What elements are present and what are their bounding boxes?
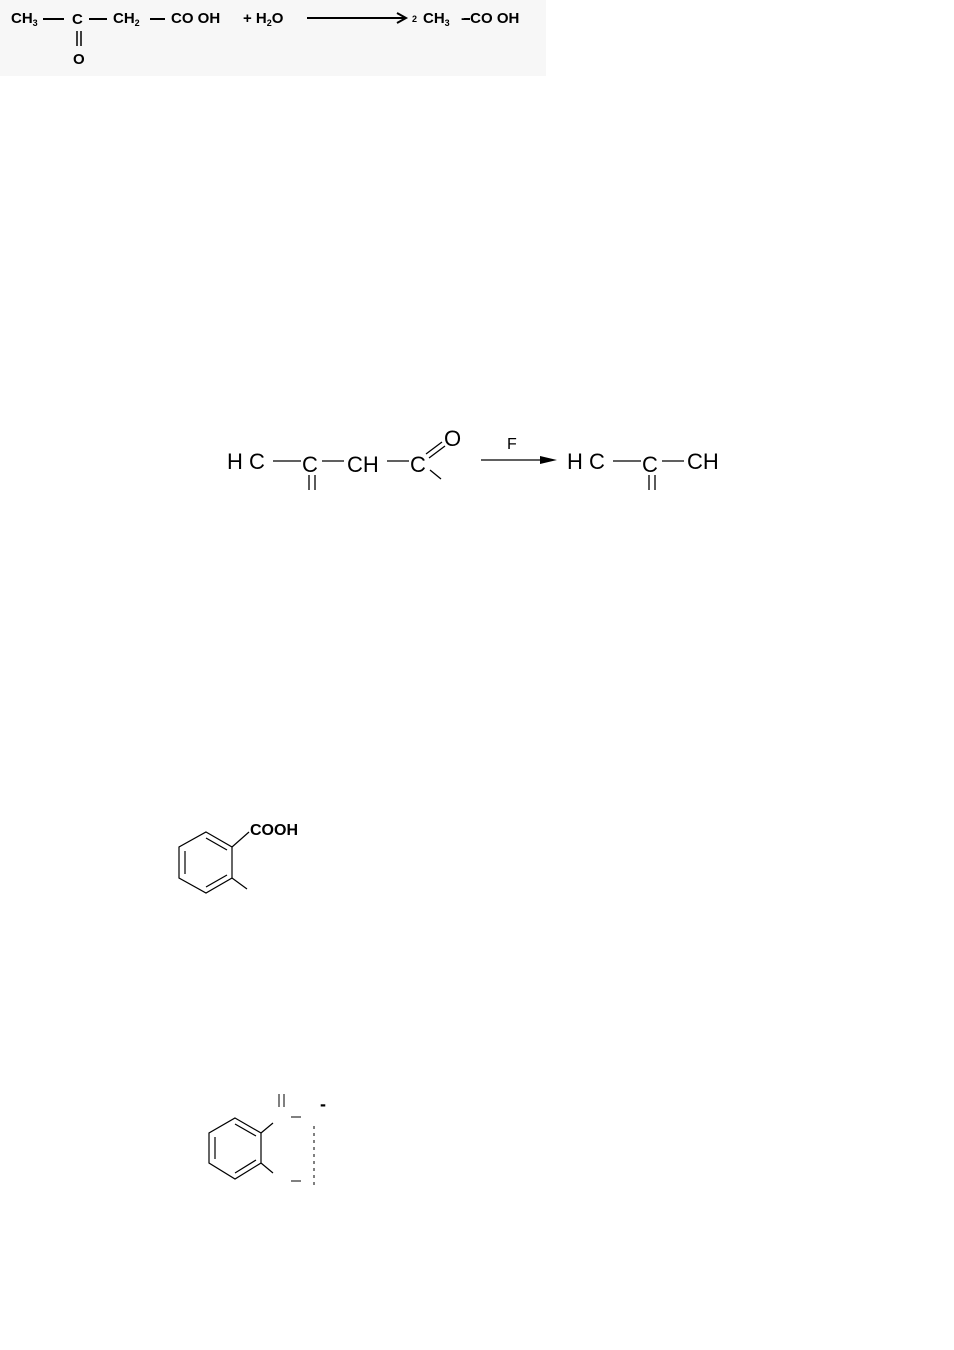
eq1-product-ch3: $CH_3$ xyxy=(423,10,450,28)
eq1-reactant-cooh: CO OH xyxy=(171,10,221,27)
eq2-right-hc: H C xyxy=(567,449,605,474)
benzene-fragment-structure xyxy=(190,1085,350,1195)
equation-2 xyxy=(0,0,954,520)
eq2-left-c2: C xyxy=(410,452,426,477)
charge-mark: - xyxy=(320,1094,326,1114)
benzoic-acid-structure xyxy=(150,810,330,910)
eq2-left-ch: CH xyxy=(347,452,379,477)
eq1-reactant-ch2: $CH_2$ xyxy=(113,10,140,28)
cooh-label: COOH xyxy=(250,822,298,839)
eq1-coefficient: 2 xyxy=(412,14,418,24)
eq1-reactant-ch3: $CH_3$ xyxy=(11,10,38,28)
eq2-left-c: C xyxy=(302,452,318,477)
benzene-ring-2 xyxy=(190,1085,350,1195)
eq1-carbonyl-o: O xyxy=(73,51,85,68)
eq2-right-c: C xyxy=(642,452,658,477)
eq2-left-hc: H C xyxy=(227,449,265,474)
eq2-bonds xyxy=(0,0,954,520)
eq2-arrow-label: F xyxy=(507,436,517,453)
eq2-right-ch: CH xyxy=(687,449,719,474)
eq2-left-o: O xyxy=(444,426,462,451)
benzene-ring-1 xyxy=(150,810,330,910)
eq1-water: + $H_2O$ xyxy=(243,10,284,28)
eq1-product-cooh: - CO OH xyxy=(461,10,520,27)
eq1-carbonyl-c: C xyxy=(72,11,83,28)
